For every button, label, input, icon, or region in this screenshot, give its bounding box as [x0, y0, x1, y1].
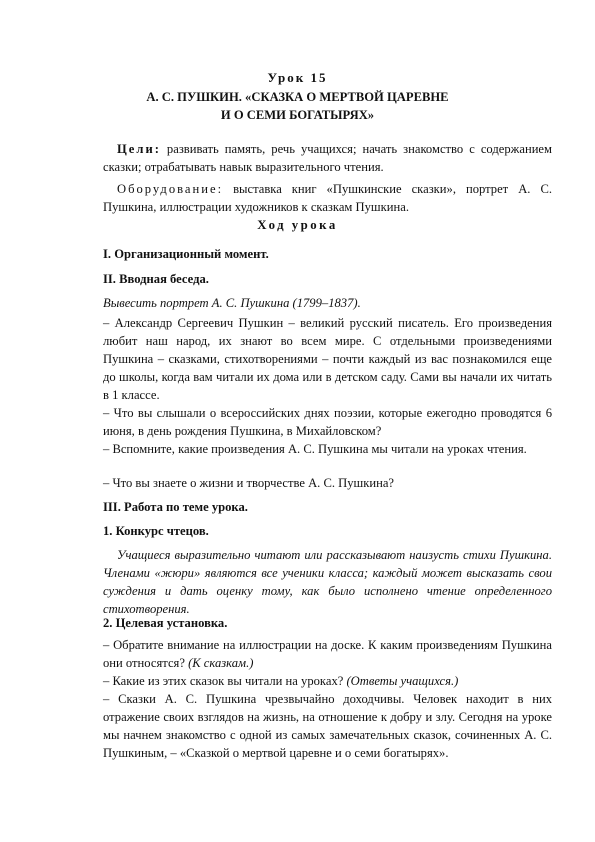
question-2: [103, 440, 552, 458]
section-3-title: III. Работа по теме урока.: [103, 500, 248, 514]
question-4-answer: (К сказкам.): [188, 656, 254, 670]
course-heading: Ход урока: [257, 218, 338, 232]
subsection-2-title: 2. Целевая установка.: [103, 616, 228, 630]
section-2-heading: [103, 270, 552, 288]
question-5-answer: (Ответы учащихся.): [346, 674, 459, 688]
question-5: [103, 672, 552, 690]
subsection-2-heading: [103, 614, 552, 632]
subsection-1-title: 1. Конкурс чтецов.: [103, 524, 209, 538]
portrait-instruction: [103, 294, 552, 312]
section-1-heading: [103, 245, 552, 263]
final-text: – Сказки А. С. Пушкина чрезвычайно доходчивы. Человек находит в них отражение своих взглядов на жизнь, на отношение к добру и злу. Сегодня на уроке мы начнем знакомство с одной из самых замечательных сказок, сочиненных А. С. Пушкиным, – «Сказкой о мертвой царевне и о семи богатырях».: [103, 692, 552, 760]
question-3: [103, 474, 552, 492]
section-3-heading: [103, 498, 552, 516]
portrait-note: Вывесить портрет А. С. Пушкина (1799–1837).: [103, 296, 361, 310]
section-1-title: I. Организационный момент.: [103, 247, 269, 261]
question-1: [103, 404, 552, 440]
lesson-title-line2: И О СЕМИ БОГАТЫРЯХ»: [220, 108, 375, 122]
equipment-label: Оборудование:: [117, 182, 224, 196]
goals-text: развивать память, речь учащихся; начать знакомство с содержанием сказки; отрабатывать навык выразительного чтения.: [103, 142, 552, 174]
question-1-text: – Что вы слышали о всероссийских днях поэзии, которые ежегодно проводятся 6 июня, в день рождения Пушкина, в Михайловском?: [103, 406, 552, 438]
question-5-text: – Какие из этих сказок вы читали на уроках?: [103, 674, 347, 688]
intro-text: – Александр Сергеевич Пушкин – великий русский писатель. Его произведения любит наш народ, их знают во всем мире. С отдельными произведениями Пушкина – сказками, стихотворениями – почти каждый из вас познакомился еще до школы, когда вам читали их дома или в детском саду. Сами вы начали их читать в 1 классе.: [103, 316, 552, 402]
section-2-title: II. Вводная беседа.: [103, 272, 209, 286]
final-paragraph: [103, 690, 552, 762]
contest-text: Учащиеся выразительно читают или рассказывают наизусть стихи Пушкина. Членами «жюри» являются все ученики класса; каждый может высказать свои суждения и дать оценку тому, как было исполнено чтение определенного стихотворения.: [103, 548, 552, 616]
lesson-title-line1: А. С. ПУШКИН. «СКАЗКА О МЕРТВОЙ ЦАРЕВНЕ: [146, 90, 449, 104]
subsection-1-heading: [103, 522, 552, 540]
question-3-text: – Что вы знаете о жизни и творчестве А. С. Пушкина?: [103, 476, 395, 490]
question-4-text: – Обратите внимание на иллюстрации на доске. К каким произведениям Пушкина они относятся?: [103, 638, 552, 670]
question-2-text: – Вспомните, какие произведения А. С. Пушкина мы читали на уроках чтения.: [103, 442, 527, 456]
lesson-number: Урок 15: [267, 70, 328, 85]
goals-label: Цели:: [117, 142, 161, 156]
question-4: [103, 636, 552, 672]
intro-paragraph: [103, 314, 552, 404]
contest-paragraph: [103, 546, 552, 618]
equipment-text: выставка книг «Пушкинские сказки», портрет А. С. Пушкина, иллюстрации художников к сказкам Пушкина.: [103, 182, 552, 214]
goals-paragraph: [103, 140, 552, 176]
equipment-paragraph: [103, 180, 552, 216]
